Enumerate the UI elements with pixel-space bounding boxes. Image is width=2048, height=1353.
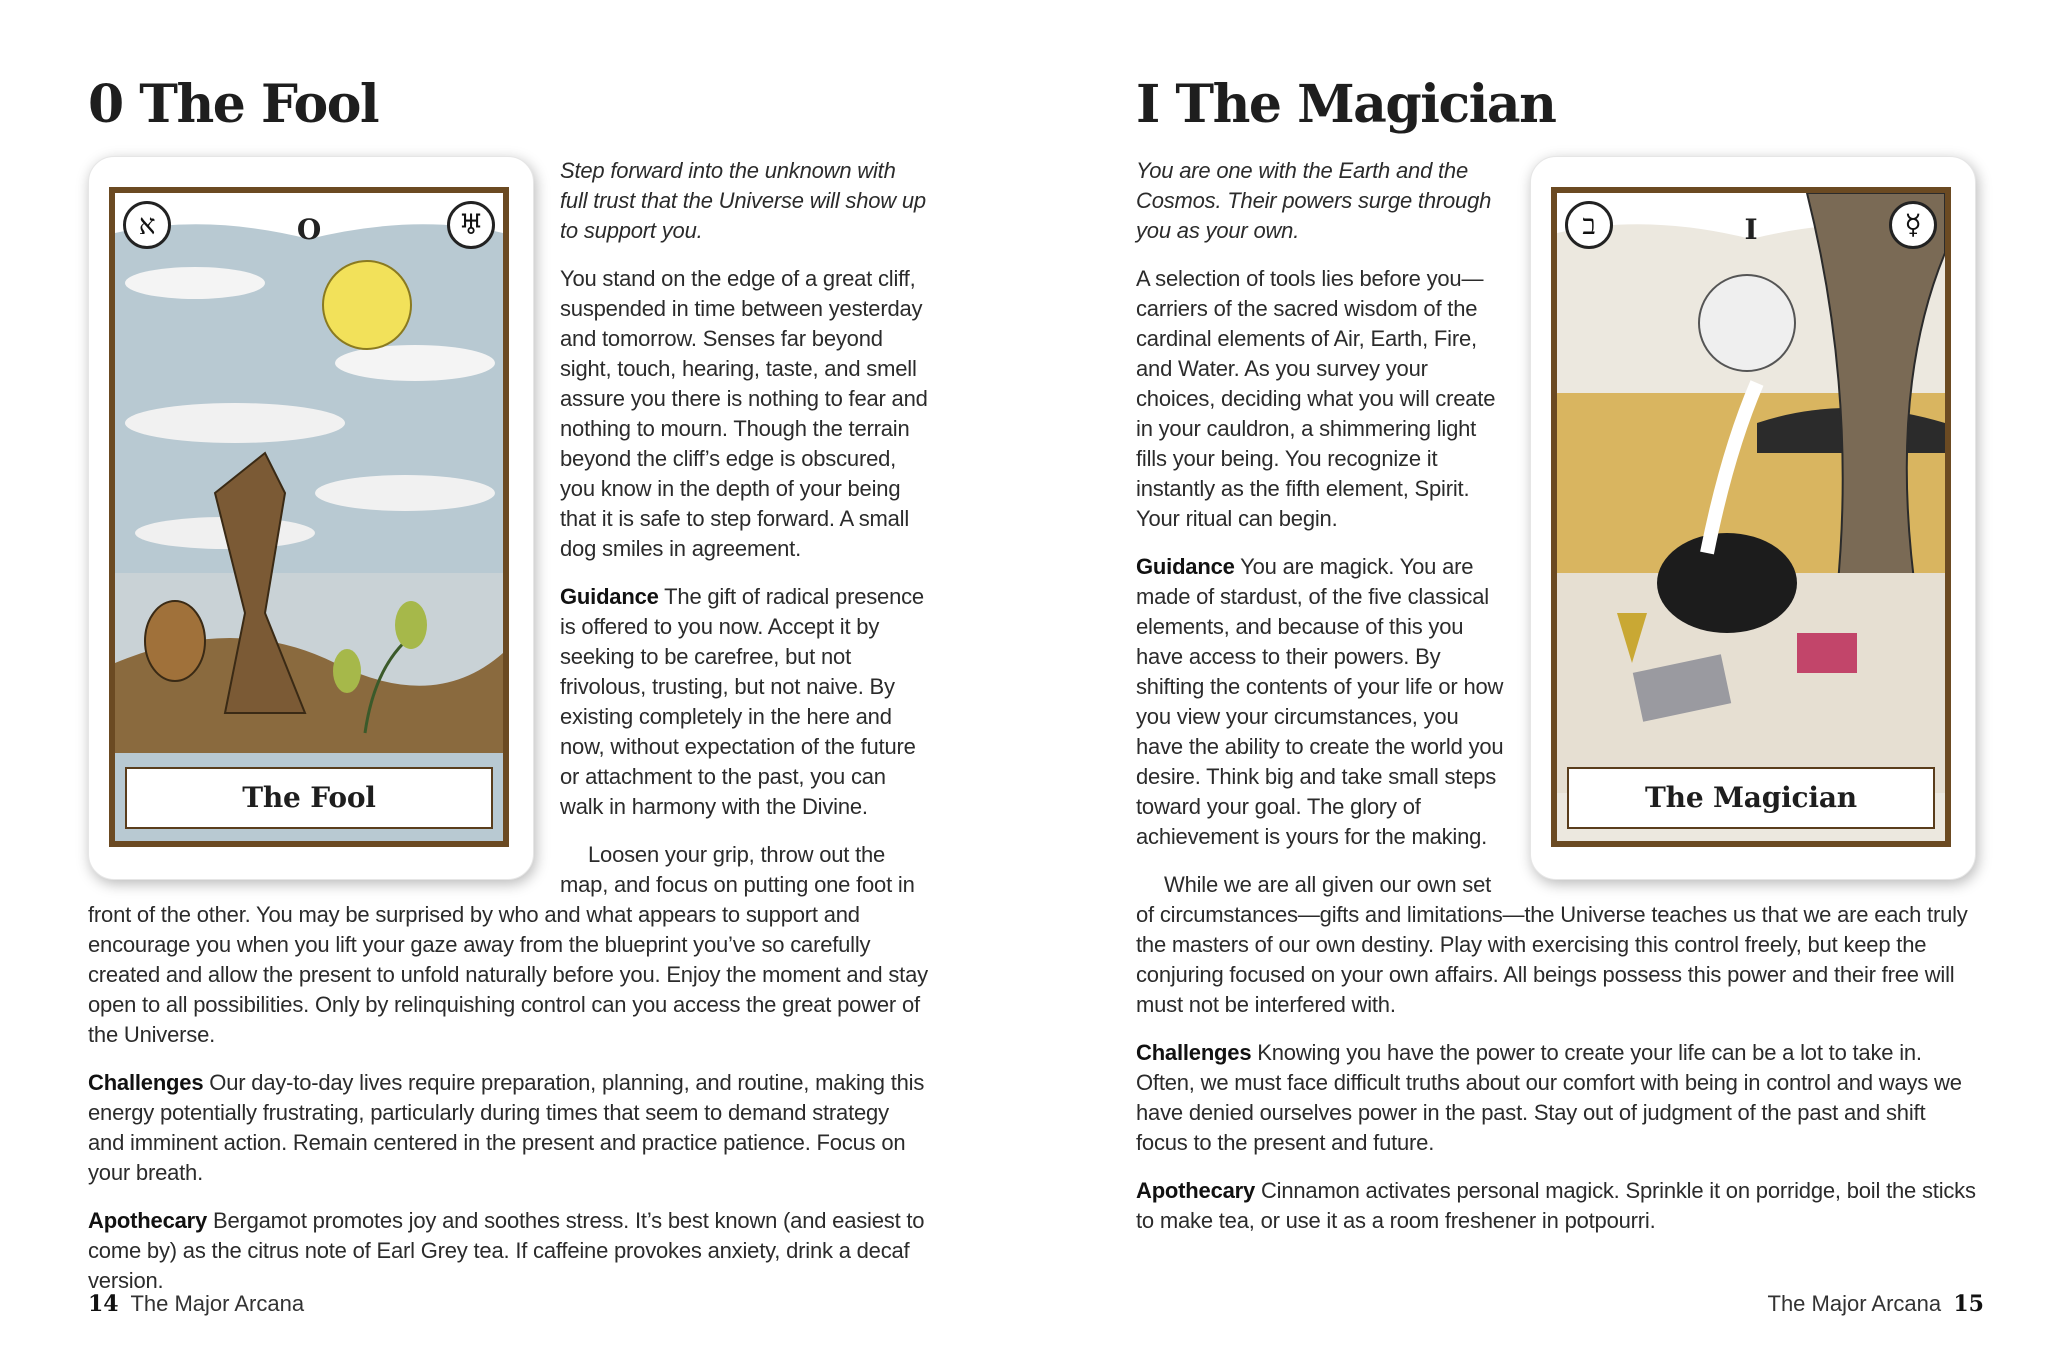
card-illustration: [1551, 187, 1951, 847]
guidance-text: You are magick. You are made of stardust, of the five classical elements, and because of this you have access to their powers. By shifting the contents of your life or how you view your circumstances, you have the ability to create the world you desire. Think big and take small steps toward your goal. The glory of achievement is yours for the making.: [1136, 554, 1504, 849]
card-label-box: [1567, 767, 1935, 829]
magician-artwork-image: [1557, 193, 1945, 841]
description-paragraph: You stand on the edge of a great cliff, suspended in time between yesterday and tomorrow. Senses far beyond sight, touch, hearing, taste, and smell assure you there is nothing to fear and nothing to mourn. Though the terrain beyond the cliff’s edge is obscured, you know in the depth of your being that it is safe to step forward. A small dog smiles in agreement.: [560, 266, 928, 561]
challenges-paragraph: [1136, 1038, 1976, 1158]
description-paragraph: A selection of tools lies before you—carriers of the sacred wisdom of the cardinal elements of Air, Earth, Fire, and Water. As you survey your choices, deciding what you will create in your cauldron, a shimmering light fills your being. You recognize it instantly as the fifth element, Spirit. Your ritual can begin.: [1136, 266, 1496, 531]
apothecary-term: Apothecary: [88, 1208, 208, 1233]
apothecary-text: Bergamot promotes joy and soothes stress. It’s best known (and easiest to come by) as the citrus note of Earl Grey tea. If caffeine provokes anxiety, drink a decaf version.: [88, 1208, 925, 1293]
guidance-paragraph-2: While we are all given our own set of circumstances—gifts and limitations—the Universe teaches us that we are each truly the masters of our own destiny. Play with exercising this control freely, but keep the conjuring focused on your own affairs. All beings possess this power and their free will must not be interfered with.: [1136, 872, 1968, 1017]
hebrew-letter-icon: א: [123, 201, 171, 249]
mercury-symbol-icon: ☿: [1889, 201, 1937, 249]
right-page: [1024, 0, 2048, 1353]
challenges-term: Challenges: [1136, 1040, 1252, 1065]
apothecary-paragraph: [1136, 1176, 1976, 1236]
tarot-card-the-magician: [1530, 156, 1976, 880]
uranus-symbol-icon: ♅: [447, 201, 495, 249]
page-footer: [88, 1291, 304, 1317]
challenges-text: Knowing you have the power to create your life can be a lot to take in. Often, we must face difficult truths about our comfort with being in control and ways we have denied ourselves power in the past. Stay out of judgment of the past and shift focus to the present and future.: [1136, 1040, 1962, 1155]
guidance-term: Guidance: [560, 584, 659, 609]
page-title: 0 The Fool: [88, 74, 379, 135]
card-illustration: [109, 187, 509, 847]
page-number: 15: [1953, 1291, 1984, 1317]
tarot-card-the-fool: [88, 156, 534, 880]
card-numeral: I: [1744, 213, 1758, 246]
card-numeral: O: [296, 213, 322, 246]
card-name: The Fool: [242, 781, 376, 814]
page-number: 14: [88, 1291, 119, 1317]
card-label-box: [125, 767, 493, 829]
fool-artwork-image: [115, 193, 503, 841]
lead-paragraph: Step forward into the unknown with full trust that the Universe will show up to support you.: [560, 158, 926, 243]
challenges-term: Challenges: [88, 1070, 204, 1095]
hebrew-letter-icon: ב: [1565, 201, 1613, 249]
challenges-text: Our day-to-day lives require preparation, planning, and routine, making this energy potentially frustrating, particularly during times that seem to demand strategy and imminent action. Remain centered in the present and practice patience. Focus on your breath.: [88, 1070, 925, 1185]
challenges-paragraph: [88, 1068, 928, 1188]
article-body: [88, 156, 928, 1314]
article-body: [1136, 156, 1976, 1254]
lead-paragraph: You are one with the Earth and the Cosmos. Their powers surge through you as your own.: [1136, 158, 1492, 243]
footer-section-title: The Major Arcana: [1767, 1291, 1942, 1316]
footer-section-title: The Major Arcana: [130, 1291, 305, 1316]
page-title: I The Magician: [1136, 74, 1556, 135]
card-name: The Magician: [1645, 781, 1857, 814]
guidance-text: The gift of radical presence is offered to you now. Accept it by seeking to be carefree, but not frivolous, trusting, but not naive. By existing completely in the here and now, without expectation of the future or attachment to the past, you can walk in harmony with the Divine.: [560, 584, 924, 819]
apothecary-paragraph: [88, 1206, 928, 1296]
guidance-paragraph-2: Loosen your grip, throw out the map, and focus on putting one foot in front of the other. You may be surprised by who and what appears to support and encourage you when you lift your gaze away from the blueprint you’ve so carefully created and allow the present to unfold naturally before you. Enjoy the moment and stay open to all possibilities. Only by relinquishing control can you access the great power of the Universe.: [88, 842, 928, 1047]
apothecary-term: Apothecary: [1136, 1178, 1256, 1203]
page-footer: [1768, 1291, 1985, 1317]
apothecary-text: Cinnamon activates personal magick. Sprinkle it on porridge, boil the sticks to make tea, or use it as a room freshener in potpourri.: [1136, 1178, 1976, 1233]
guidance-term: Guidance: [1136, 554, 1235, 579]
